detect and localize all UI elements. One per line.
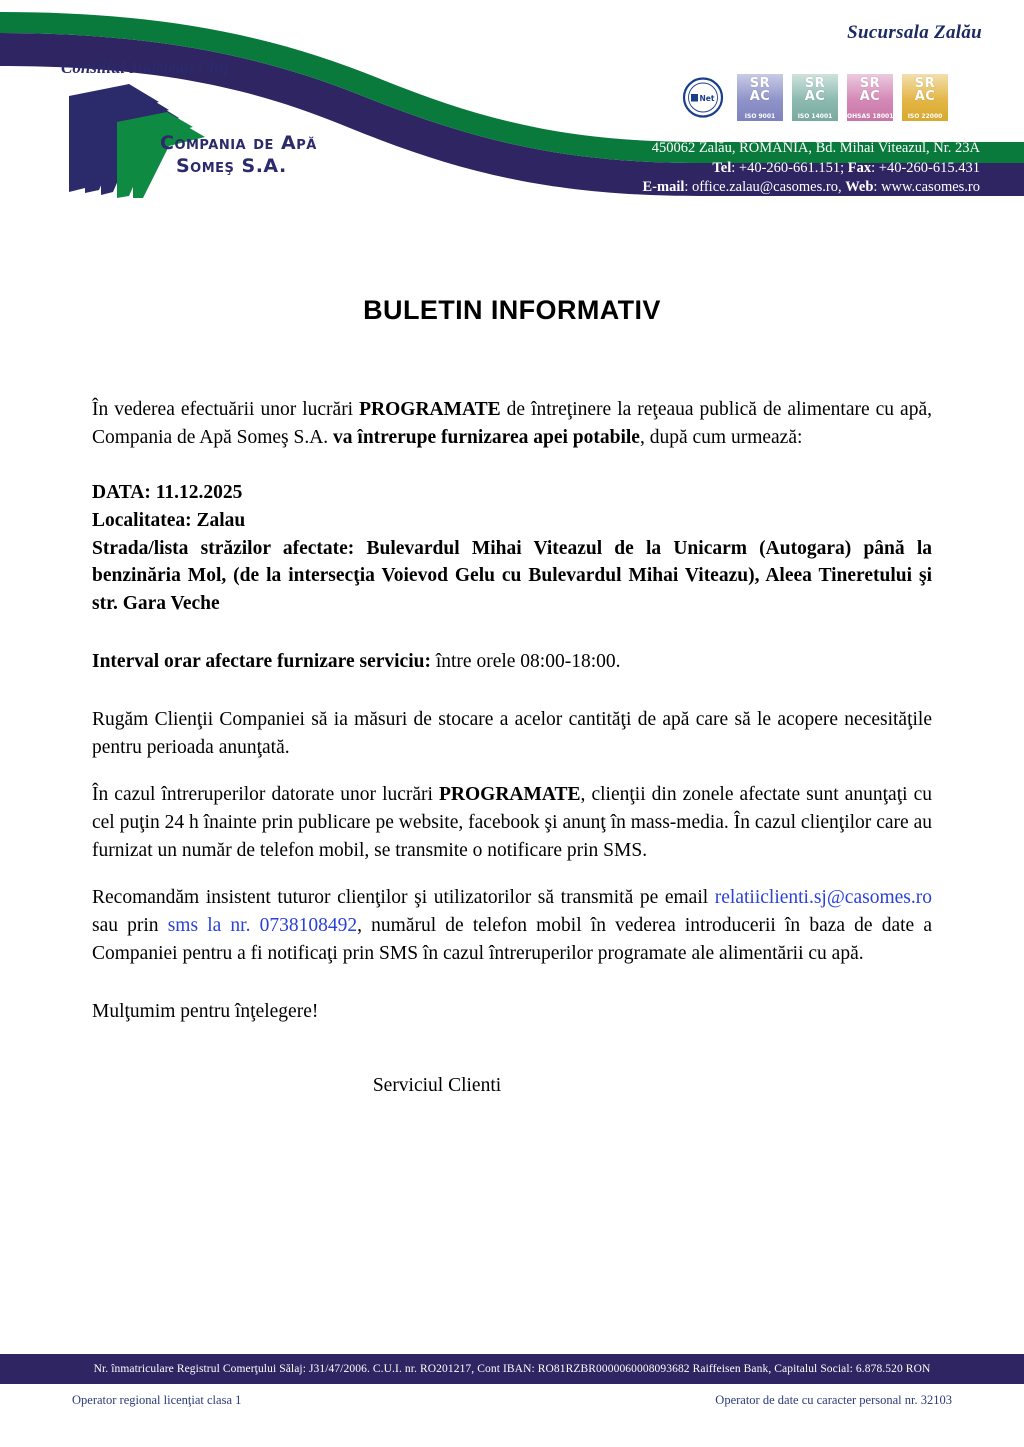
intro-part2: de întreţinere la reţeaua publică de alimentare cu apă, Compania de Apă Someş S.A. [92, 399, 932, 448]
thanks-paragraph: Mulţumim pentru înţelegere! [92, 1001, 319, 1022]
recommend-part3: , numărul de telefon mobil în vederea introducerii în baza de date a Companiei pentru a fi notificaţi prin SMS în cazul întreruperilor programate ale alimentării cu apă. [92, 915, 933, 965]
contact-email-line [642, 178, 980, 198]
notice-part1: În cazul întreruperilor datorate unor lucrări [92, 784, 439, 806]
intro-bold-programate: PROGRAMATE [359, 399, 501, 420]
storage-paragraph: Rugăm Clienţii Companiei să ia măsuri de stocare a acelor cantităţi de apă care să le acopere necesităţile pentru perioada anunţată. [92, 709, 932, 758]
company-logo [55, 58, 345, 200]
contact-info [642, 139, 980, 198]
certification-badges [678, 74, 948, 121]
web-label: Web [845, 179, 874, 196]
notice-part2: , clienţii din zonele afectate sunt anunţaţi cu cel puţin 24 h înainte prin publicare pe website, facebook şi anunţ în mass-media. În cazul clienţilor care au furnizat un număr de telefon mobil, se transmite o notificare prin SMS. [92, 784, 932, 861]
srac-ohsas18001-badge: SR AC OHSAS 18001 [847, 76, 894, 120]
outage-details [92, 479, 932, 618]
srac-iso9001-badge: SR AC ISO 9001 [737, 74, 783, 121]
svg-text:Net: Net [699, 94, 715, 103]
email-value: : office.zalau@casomes.ro, [684, 179, 846, 196]
document-body [0, 215, 1024, 1100]
branch-title: Sucursala Zalău [847, 22, 982, 43]
srac-iso22000-badge: SR AC ISO 22000 [902, 74, 948, 121]
contact-phone-line [642, 159, 980, 179]
council-label: Consiliul Judeţean Cluj [61, 58, 229, 77]
email-link[interactable]: relatiiclienti.sj@casomes.ro [714, 887, 932, 909]
notice-bold-programate: PROGRAMATE [439, 784, 581, 806]
signature-line: Serviciul Clienti [372, 1074, 502, 1096]
intro-bold-interruption: va întrerupe furnizarea apei potabile [333, 426, 640, 448]
intro-part3: , după cum urmează: [639, 426, 803, 448]
company-name-line1: Compania de Apă [160, 132, 317, 154]
outage-interval [92, 648, 932, 676]
tel-label: Tel [712, 159, 732, 176]
contact-address: 450062 Zalău, ROMÂNIA, Bd. Mihai Viteazul, Nr. 23A [651, 140, 980, 156]
document-content [92, 396, 932, 1100]
page-title: BULETIN INFORMATIV [363, 295, 661, 325]
email-label: E-mail [642, 179, 685, 196]
interval-value: între orele 08:00-18:00. [430, 651, 621, 673]
srac-iso14001-badge: SR AC ISO 14001 [792, 74, 838, 121]
page-header [0, 0, 1024, 215]
footer-notes [0, 1393, 1024, 1408]
sms-link[interactable]: sms la nr. 0738108492 [167, 915, 358, 937]
footer-right-note: Operator de date cu caracter personal nr. 32103 [715, 1393, 952, 1407]
tel-value: : +40-260-661.151; [731, 159, 848, 176]
company-name [160, 134, 317, 176]
fax-value: : +40-260-615.431 [871, 159, 980, 176]
recommend-paragraph [92, 884, 932, 968]
notice-paragraph [92, 781, 932, 865]
fax-label: Fax [847, 159, 872, 176]
outage-date: DATA: 11.12.2025 [92, 481, 243, 503]
footer-registry-text: Nr. înmatriculare Registrul Comerţului Sălaj: J31/47/2006. C.U.I. nr. RO201217, Cont IBAN: RO81RZBR0000060008093682 Raiffeisen Bank, Capitalul Social: 6.878.520 RON [93, 1363, 931, 1375]
intro-paragraph [92, 396, 932, 452]
footer-left-note: Operator regional licenţiat clasa 1 [72, 1393, 242, 1407]
outage-locality: Localitatea: Zalau [92, 509, 246, 531]
recommend-part1: Recomandăm insistent tuturor clienţilor şi utilizatorilor să transmită pe email [92, 887, 715, 909]
iqnet-badge-icon [678, 74, 728, 121]
web-value: : www.casomes.ro [873, 179, 980, 196]
company-name-line2: Someş S.A. [176, 155, 287, 177]
interval-label: Interval orar afectare furnizare serviciu: [92, 651, 431, 673]
recommend-part2: sau prin [92, 915, 168, 937]
outage-streets: Strada/lista străzilor afectate: Bulevardul Mihai Viteazul de la Unicarm (Autogara) până la benzinăria Mol, (de la intersecţia Voievod Gelu cu Bulevardul Mihai Viteazu), Aleea Tineretului şi str. Gara Veche [92, 537, 932, 615]
intro-part1: În vederea efectuării unor lucrări [92, 399, 360, 420]
footer-registry-bar [0, 1354, 1024, 1384]
